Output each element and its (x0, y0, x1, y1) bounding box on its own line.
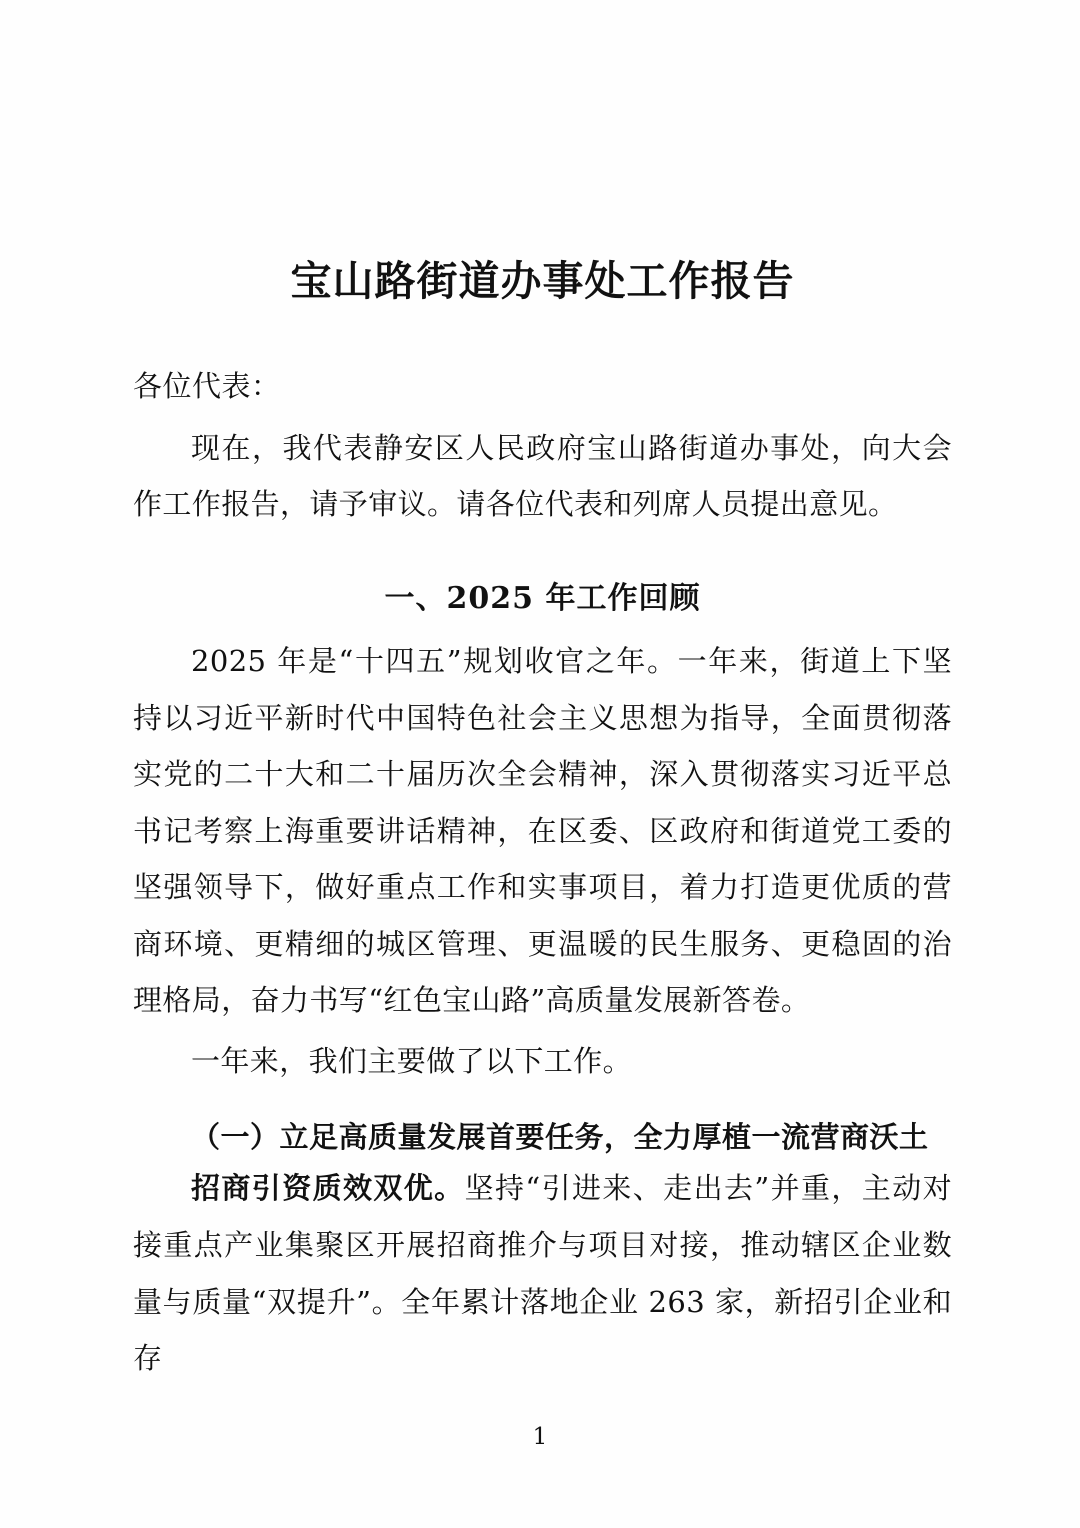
page-title: 宝山路街道办事处工作报告 (290, 257, 795, 305)
section-heading-1: 一、2025 年工作回顾 (384, 581, 701, 617)
intro-paragraph: 现在，我代表静安区人民政府宝山路街道办事处，向大会作工作报告，请予审议。请各位代表和列席人员提出意见。 (133, 430, 952, 522)
body-paragraph-2: 一年来，我们主要做了以下工作。 (191, 1043, 633, 1078)
salutation-line: 各位代表： (133, 369, 281, 404)
paragraph-lead-in: 招商引资质效双优。 (191, 1171, 465, 1206)
subsection-heading-1: （一）立足高质量发展首要任务，全力厚植一流营商沃土 (191, 1120, 929, 1155)
page-number: 1 (532, 1424, 548, 1450)
body-paragraph-3 (133, 1160, 952, 1386)
body-paragraph-1: 2025 年是“十四五”规划收官之年。一年来，街道上下坚持以习近平新时代中国特色社会主义思想为指导，全面贯彻落实党的二十大和二十届历次全会精神，深入贯彻落实习近平总书记考察上海重要讲话精神，在区委、区政府和街道党工委的坚强领导下，做好重点工作和实事项目，着力打造更优质的营商环境、更精细的城区管理、更温暖的民生服务、更稳固的治理格局，奋力书写“红色宝山路”高质量发展新答卷。 (133, 644, 952, 1018)
paragraph-body-text: 坚持“引进来、走出去”并重，主动对接重点产业集聚区开展招商推介与项目对接，推动辖区企业数量与质量“双提升”。全年累计落地企业 263 家，新招引企业和存 (133, 1171, 952, 1376)
